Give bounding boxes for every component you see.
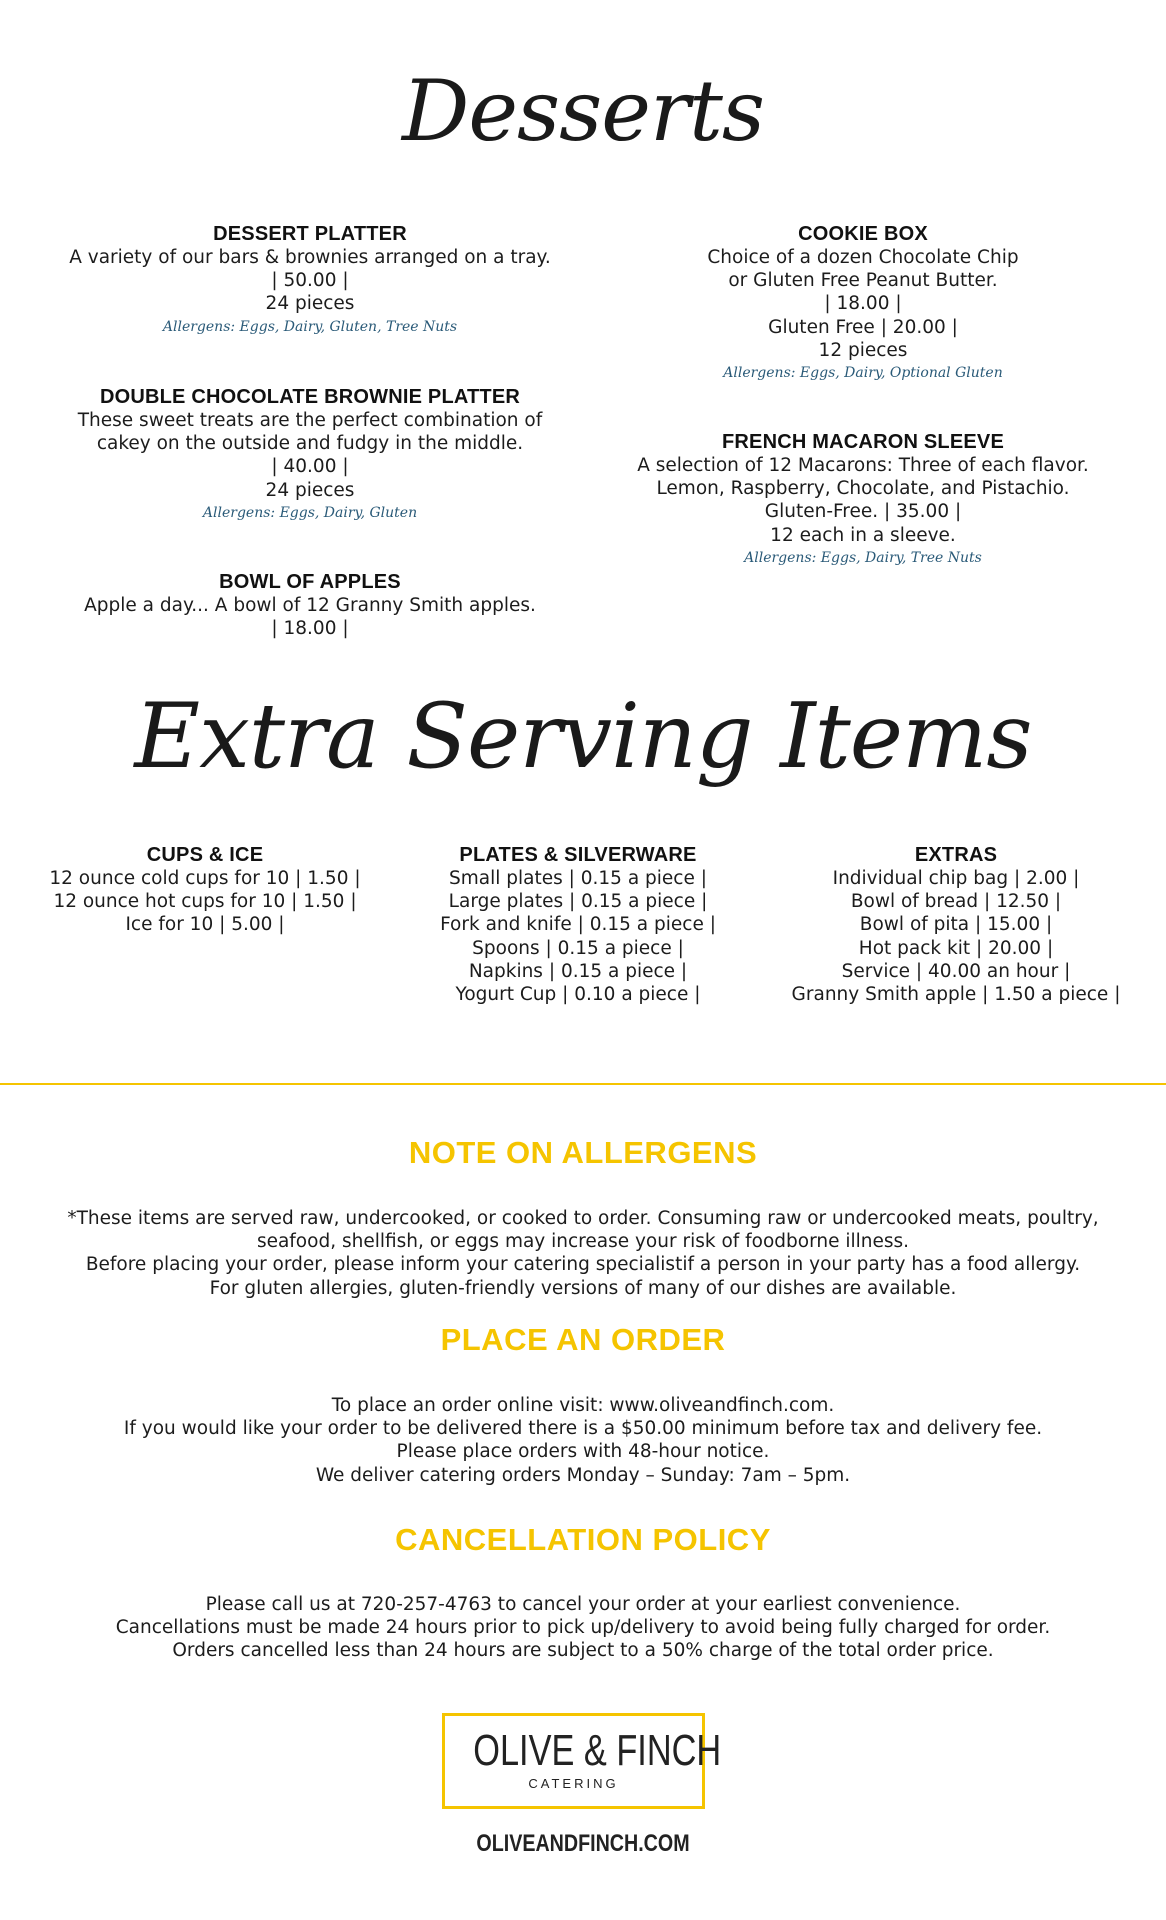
item-description: Lemon, Raspberry, Chocolate, and Pistachio.	[656, 478, 1070, 500]
list-item: Spoons | 0.15 a piece |	[472, 937, 684, 959]
item-allergens: Allergens: Eggs, Dairy, Gluten, Tree Nuts	[162, 318, 458, 335]
column-heading: CUPS & ICE	[146, 844, 264, 866]
allergens-paragraph	[40, 1207, 1126, 1300]
logo-wordmark: OLIVE & FINCH	[473, 1726, 722, 1775]
list-item: Ice for 10 | 5.00 |	[125, 914, 285, 936]
extra-serving-items-title: Extra Serving Items	[134, 684, 1032, 789]
item-allergens: Allergens: Eggs, Dairy, Tree Nuts	[744, 549, 982, 566]
item-description: A selection of 12 Macarons: Three of each flavor.	[637, 455, 1089, 476]
paragraph-line: Please place orders with 48-hour notice.	[396, 1441, 770, 1463]
item-price: | 40.00 |	[271, 456, 349, 478]
extras-column-plates-silverware	[393, 843, 763, 1006]
extras-column-cups-ice	[20, 843, 390, 937]
desserts-title: Desserts	[401, 62, 764, 160]
place-order-paragraph	[40, 1394, 1126, 1487]
item-price: | 18.00 |	[824, 293, 902, 315]
cancellation-paragraph	[40, 1593, 1126, 1663]
paragraph-line: We deliver catering orders Monday – Sunday: 7am – 5pm.	[315, 1464, 851, 1486]
list-item: 12 ounce hot cups for 10 | 1.50 |	[53, 891, 357, 913]
website-link[interactable]: OLIVEANDFINCH.COM	[476, 1830, 690, 1857]
item-quantity: 12 pieces	[818, 339, 908, 361]
paragraph-line: Orders cancelled less than 24 hours are subject to a 50% charge of the total order price.	[172, 1640, 994, 1662]
item-name: COOKIE BOX	[798, 223, 928, 245]
item-name: DOUBLE CHOCOLATE BROWNIE PLATTER	[99, 386, 521, 408]
list-item: Individual chip bag | 2.00 |	[832, 868, 1080, 889]
item-description: Choice of a dozen Chocolate Chip	[707, 247, 1019, 268]
cancellation-policy-heading: CANCELLATION POLICY	[395, 1522, 771, 1557]
menu-item-french-macaron-sleeve	[590, 430, 1136, 569]
item-description: or Gluten Free Peanut Butter.	[728, 270, 998, 292]
list-item: Fork and knife | 0.15 a piece |	[440, 914, 716, 936]
item-name: FRENCH MACARON SLEEVE	[722, 431, 1004, 453]
paragraph-line: For gluten allergies, gluten-friendly versions of many of our dishes are available.	[209, 1277, 957, 1299]
allergens-heading: NOTE ON ALLERGENS	[408, 1135, 758, 1170]
item-description: A variety of our bars & brownies arranged on a tray.	[69, 247, 551, 268]
menu-item-cookie-box	[590, 222, 1136, 384]
item-price: | 50.00 |	[271, 270, 349, 292]
extras-column-extras	[766, 843, 1146, 1006]
item-price: Gluten Free | 20.00 |	[768, 316, 958, 338]
paragraph-line: *These items are served raw, undercooked, or cooked to order. Consuming raw or undercooked meats, poultry,	[67, 1208, 1099, 1229]
item-description: Apple a day... A bowl of 12 Granny Smith apples.	[84, 595, 536, 616]
paragraph-line: Cancellations must be made 24 hours prior to pick up/delivery to avoid being fully charged for order.	[115, 1617, 1051, 1639]
list-item: Bowl of pita | 15.00 |	[859, 914, 1053, 936]
list-item: Bowl of bread | 12.50 |	[850, 891, 1062, 913]
menu-item-dessert-platter	[30, 222, 590, 338]
menu-item-bowl-of-apples	[30, 570, 590, 640]
paragraph-line: To place an order online visit: www.oliveandfinch.com.	[331, 1395, 835, 1416]
item-quantity: 24 pieces	[265, 293, 355, 315]
paragraph-line: If you would like your order to be delivered there is a $50.00 minimum before tax and delivery fee.	[123, 1418, 1043, 1440]
logo-subtitle: CATERING	[528, 1776, 619, 1791]
item-price: Gluten-Free. | 35.00 |	[764, 501, 962, 523]
menu-item-brownie-platter	[30, 385, 590, 524]
olive-finch-logo	[442, 1713, 722, 1809]
paragraph-line: seafood, shellfish, or eggs may increase your risk of foodborne illness.	[256, 1231, 910, 1253]
item-quantity: 24 pieces	[265, 479, 355, 501]
column-heading: PLATES & SILVERWARE	[459, 844, 697, 866]
item-name: DESSERT PLATTER	[213, 223, 407, 245]
item-description: cakey on the outside and fudgy in the middle.	[96, 433, 524, 455]
paragraph-line: Please call us at 720-257-4763 to cancel your order at your earliest convenience.	[205, 1594, 961, 1615]
section-divider	[0, 1083, 1166, 1085]
list-item: Yogurt Cup | 0.10 a piece |	[455, 984, 701, 1006]
item-quantity: 12 each in a sleeve.	[770, 524, 956, 546]
list-item: Service | 40.00 an hour |	[841, 960, 1071, 982]
list-item: Napkins | 0.15 a piece |	[468, 960, 688, 982]
list-item: 12 ounce cold cups for 10 | 1.50 |	[49, 868, 361, 889]
paragraph-line: Before placing your order, please inform your catering specialistif a person in your party has a food allergy.	[85, 1254, 1081, 1276]
item-description: These sweet treats are the perfect combination of	[77, 410, 543, 431]
item-allergens: Allergens: Eggs, Dairy, Gluten	[202, 504, 418, 521]
place-order-heading: PLACE AN ORDER	[440, 1322, 726, 1357]
item-name: BOWL OF APPLES	[219, 571, 401, 593]
list-item: Large plates | 0.15 a piece |	[448, 891, 708, 913]
list-item: Granny Smith apple | 1.50 a piece |	[791, 984, 1121, 1006]
column-heading: EXTRAS	[914, 844, 998, 866]
list-item: Hot pack kit | 20.00 |	[858, 937, 1054, 959]
item-allergens: Allergens: Eggs, Dairy, Optional Gluten	[723, 365, 1003, 382]
list-item: Small plates | 0.15 a piece |	[449, 868, 707, 889]
item-price: | 18.00 |	[271, 618, 349, 640]
